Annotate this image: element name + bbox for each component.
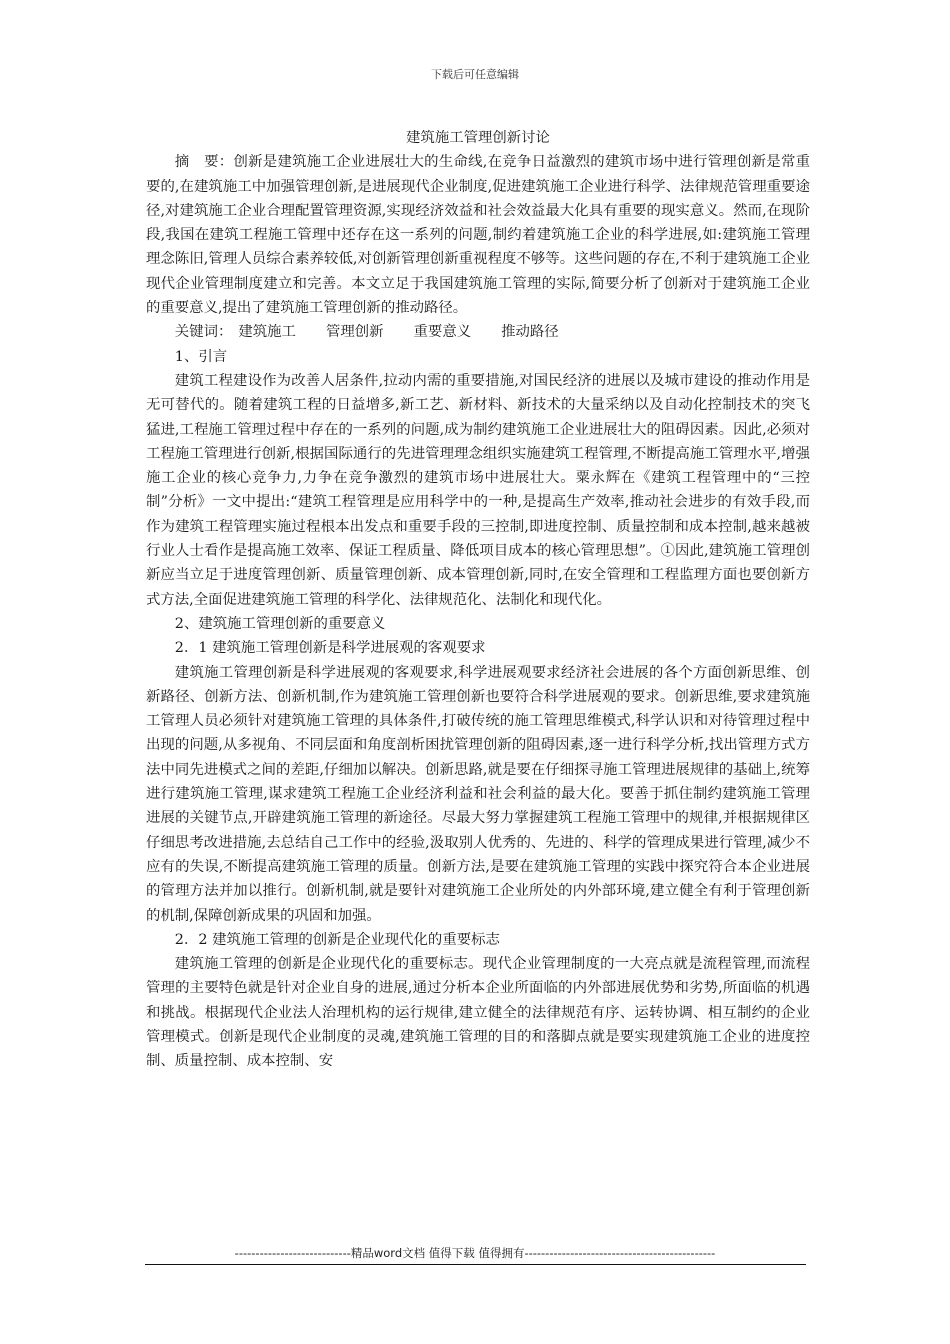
keyword-item: 推动路径: [501, 324, 559, 341]
body-paragraph: 建筑施工管理的创新是企业现代化的重要标志。现代企业管理制度的一大亮点就是流程管理,而流程管理的主要特色就是针对企业自身的进展,通过分析本企业所面临的内外部进展优势和劣势,所面临的机遇和挑战。根据现代企业法人治理机构的运行规律,建立健全的法律规范有序、运转协调、相互制约的企业管理模式。创新是现代企业制度的灵魂,建筑施工管理的目的和落脚点就是要实现建筑施工企业的进度控制、质量控制、成本控制、安: [146, 956, 810, 1070]
keyword-item: 建筑施工: [238, 324, 296, 341]
section-heading: 2、建筑施工管理创新的重要意义: [174, 615, 386, 632]
keywords-line: [146, 320, 810, 344]
keywords-label: 关键词：: [174, 324, 233, 341]
footer-divider: [145, 1264, 806, 1265]
page-footer-text: ----------------------------精品word文档 值得下载 值得拥有----------------------------------------------: [234, 1246, 716, 1260]
abstract-paragraph: 摘 要：创新是建筑施工企业进展壮大的生命线,在竞争日益激烈的建筑市场中进行管理创新是常重要的,在建筑施工中加强管理创新,是进展现代企业制度,促进建筑施工企业进行科学、法律规范管理重要途径,对建筑施工企业合理配置管理资源,实现经济效益和社会效益最大化具有重要的现实意义。然而,在现阶段,我国在建筑工程施工管理中还存在这一系列的问题,制约着建筑施工企业的科学进展,如:建筑施工管理理念陈旧,管理人员综合素养较低,对创新管理创新重视程度不够等。这些问题的存在,不利于建筑施工企业现代企业管理制度建立和完善。本文立足于我国建筑施工管理的实际,简要分析了创新对于建筑施工企业的重要意义,提出了建筑施工管理创新的推动路径。: [146, 154, 810, 317]
document-body: [146, 126, 810, 1074]
page-header-note: 下载后可任意编辑: [431, 68, 519, 81]
body-paragraph: 建筑工程建设作为改善人居条件,拉动内需的重要措施,对国民经济的进展以及城市建设的推动作用是无可替代的。随着建筑工程的日益增多,新工艺、新材料、新技术的大量采纳以及自动化控制技术的突飞猛进,工程施工管理过程中存在的一系列的问题,成为制约建筑施工企业进展壮大的阻碍因素。因此,必须对工程施工管理进行创新,根据国际通行的先进管理理念组织实施建筑工程管理,不断提高施工管理水平,增强施工企业的核心竞争力,力争在竞争激烈的建筑市场中进展壮大。粟永辉在《建筑工程管理中的“三控制”分析》一文中提出:“建筑工程管理是应用科学中的一种,是提高生产效率,推动社会进步的有效手段,而作为建筑工程管理实施过程根本出发点和重要手段的三控制,即进度控制、质量控制和成本控制,越来越被行业人士看作是提高施工效率、保证工程质量、降低项目成本的核心管理思想”。①因此,建筑施工管理创新应当立足于进度管理创新、质量管理创新、成本管理创新,同时,在安全管理和工程监理方面也要创新方式方法,全面促进建筑施工管理的科学化、法律规范化、法制化和现代化。: [146, 372, 810, 608]
keyword-item: 重要意义: [413, 324, 472, 341]
document-title: 建筑施工管理创新讨论: [406, 130, 550, 146]
keyword-item: 管理创新: [325, 324, 384, 341]
subsection-heading: 2．2 建筑施工管理的创新是企业现代化的重要标志: [174, 931, 500, 948]
body-paragraph: 建筑施工管理创新是科学进展观的客观要求,科学进展观要求经济社会进展的各个方面创新思维、创新路径、创新方法、创新机制,作为建筑施工管理创新也要符合科学进展观的要求。创新思维,要求建筑施工管理人员必须针对建筑施工管理的具体条件,打破传统的施工管理思维模式,科学认识和对待管理过程中出现的问题,从多视角、不同层面和角度剖析困扰管理创新的阻碍因素,逐一进行科学分析,找出管理方式方法中同先进模式之间的差距,仔细加以解决。创新思路,就是要在仔细探寻施工管理进展规律的基础上,统筹进行建筑施工管理,谋求建筑工程施工企业经济利益和社会利益的最大化。要善于抓住制约建筑施工管理进展的关键节点,开辟建筑施工管理的新途径。尽最大努力掌握建筑工程施工管理中的规律,并根据规律区仔细思考改进措施,去总结自己工作中的经验,汲取别人优秀的、先进的、科学的管理成果进行管理,减少不应有的失误,不断提高建筑施工管理的质量。创新方法,是要在建筑施工管理的实践中探究符合本企业进展的管理方法并加以推行。创新机制,就是要针对建筑施工企业所处的内外部环境,建立健全有利于管理创新的机制,保障创新成果的巩固和加强。: [146, 664, 810, 924]
section-heading: 1、引言: [174, 348, 228, 365]
subsection-heading: 2．1 建筑施工管理创新是科学进展观的客观要求: [174, 640, 486, 657]
